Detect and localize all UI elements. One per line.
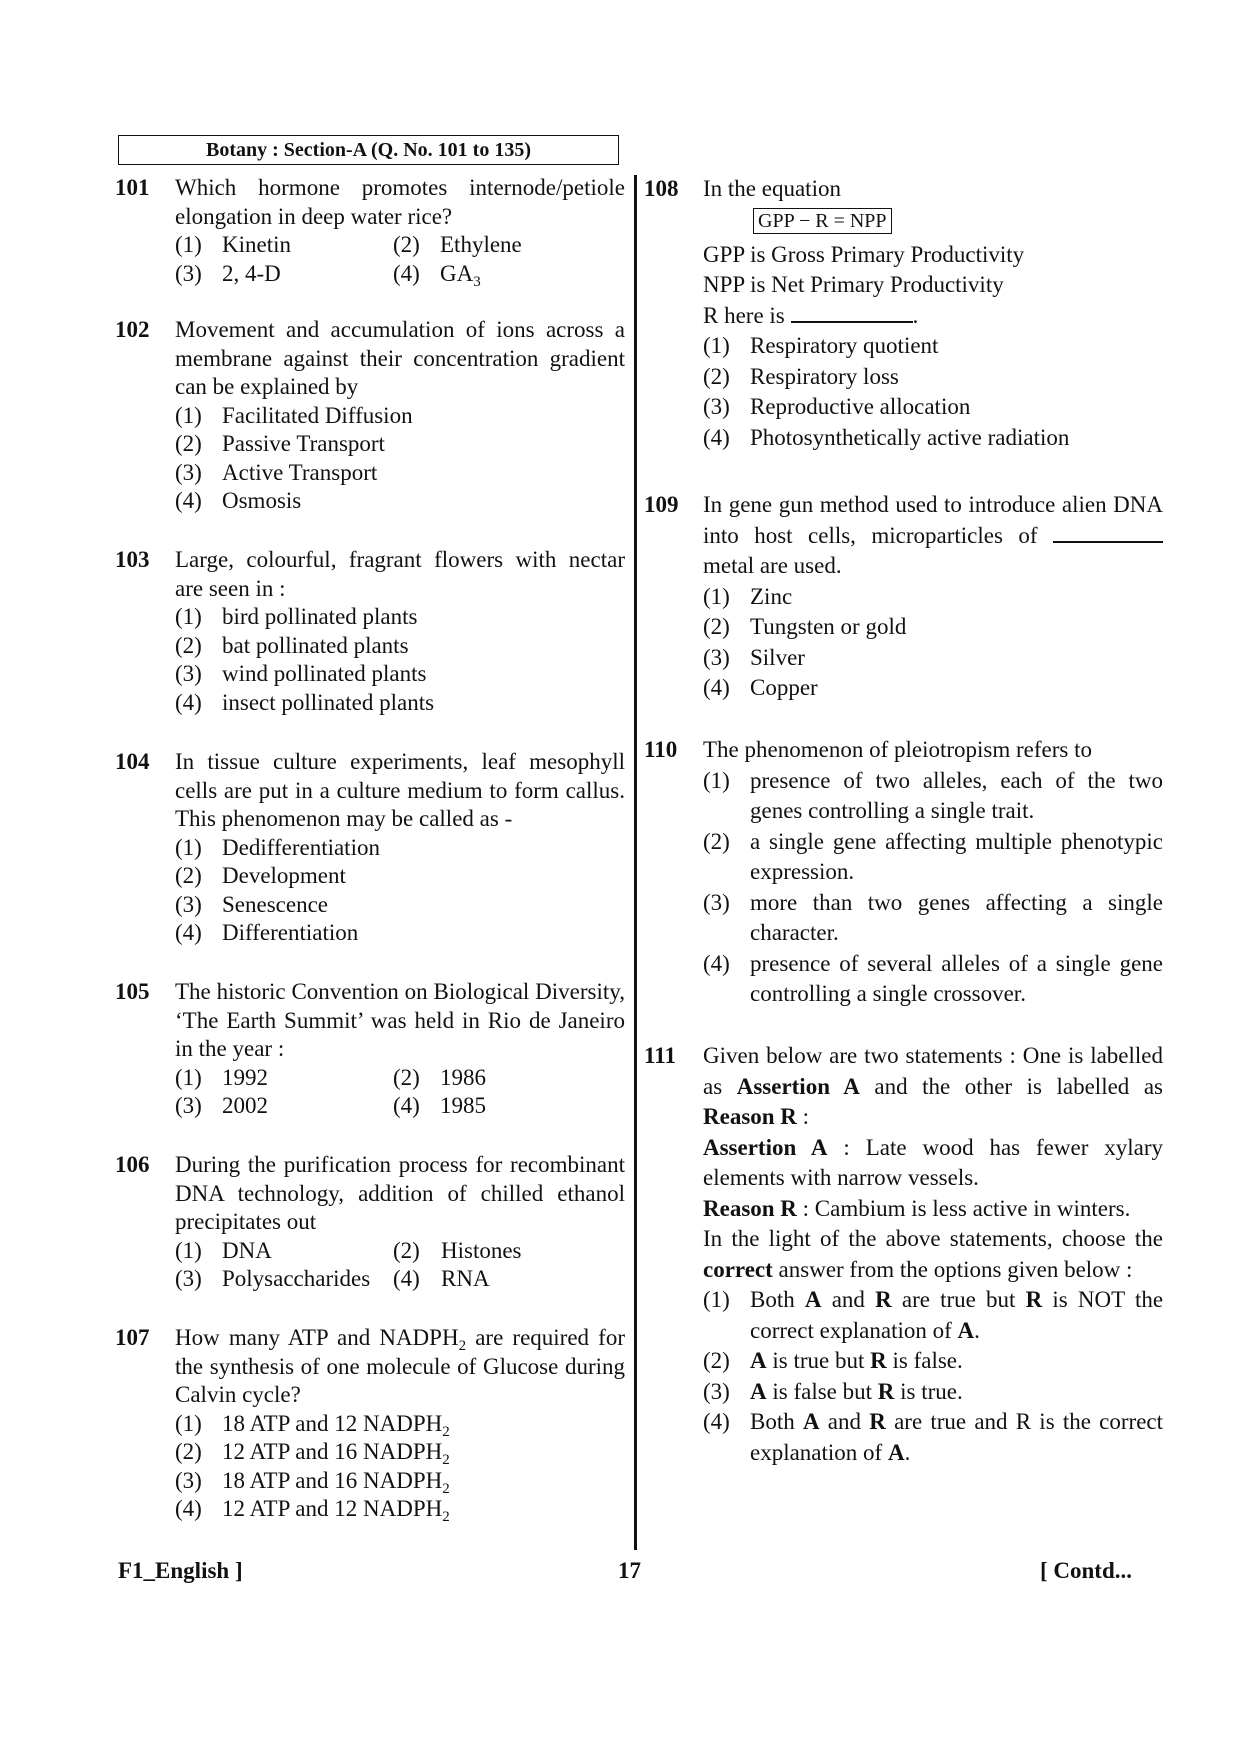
option-4: (4) Both A and R are true and R is the correct explanation of A. [703, 1409, 1164, 1465]
option-4: (4) Differentiation [175, 920, 359, 945]
section-header: Botany : Section-A (Q. No. 101 to 135) [118, 135, 619, 165]
question-text: Large, colourful, fragrant flowers with nectar are seen in : [175, 547, 625, 601]
option-2: (2) 1986 [393, 1064, 486, 1090]
option-2: (2) Tungsten or gold [703, 614, 907, 639]
question-text: Movement and accumulation of ions across a membrane against their concentration gradient can be explained by [175, 317, 625, 399]
assertion-statement: Assertion A : Late wood has fewer xylary elements with narrow vessels. [703, 1134, 1164, 1190]
option-3: (3) Active Transport [175, 459, 378, 485]
reason-statement: Reason R : Cambium is less active in winters. [703, 1195, 1131, 1221]
options-row [175, 1265, 625, 1294]
question-number: 109 [644, 492, 679, 517]
question-number: 111 [644, 1043, 676, 1068]
question-number: 105 [115, 979, 150, 1004]
question-text: In gene gun method used to introduce alien DNA into host cells, microparticles of metal are used. [703, 492, 1163, 578]
option-1: (1) presence of two alleles, each of the two genes controlling a single trait. [703, 767, 1163, 823]
question-number: 107 [115, 1325, 150, 1350]
definition-npp: NPP is Net Primary Productivity [703, 272, 1004, 297]
option-2: (2) A is true but R is false. [703, 1348, 963, 1373]
answer-blank [1053, 541, 1163, 543]
question-number: 106 [115, 1152, 150, 1177]
option-2: (2) Ethylene [393, 232, 522, 257]
fill-blank-line: R here is . [703, 302, 919, 328]
option-2: (2) Passive Transport [175, 431, 385, 456]
option-3: (3) Reproductive allocation [703, 394, 971, 419]
question-number: 103 [115, 547, 150, 572]
question-text: How many ATP and $NADPH_2$ are required for the synthesis of one molecule of Glucose during Calvin cycle? [175, 1325, 625, 1407]
option-1: (1) Dedifferentiation [175, 834, 380, 860]
option-4: (4) $GA_3$ [393, 260, 481, 290]
question-intro: Given below are two statements : One is labelled as Assertion A and the other is labelled as Reason R : [703, 1043, 1163, 1129]
options-row [175, 1092, 625, 1121]
option-1: (1) Zinc [703, 583, 793, 609]
option-4: (4) Copper [703, 675, 818, 700]
option-1: (1) Facilitated Diffusion [175, 402, 413, 428]
option-4: (4) insect pollinated plants [175, 689, 435, 715]
option-3: (3) A is false but R is true. [703, 1378, 963, 1404]
footer-code: F1_English ] [118, 1558, 243, 1583]
option-4: (4) 1985 [393, 1093, 486, 1118]
option-3: (3) 2002 [175, 1093, 268, 1118]
option-3: (3) 2, 4-D [175, 260, 281, 286]
option-4: (4) RNA [393, 1266, 490, 1291]
footer-contd: [ Contd... [1040, 1558, 1133, 1583]
options-row [175, 260, 625, 289]
equation-box: GPP − R = NPP [753, 208, 892, 234]
question-number: 102 [115, 317, 150, 342]
question-text: During the purification process for recombinant DNA technology, addition of chilled ethanol precipitates out [175, 1152, 625, 1234]
answer-blank [791, 321, 913, 323]
option-4: (4) presence of several alleles of a single gene controlling a single crossover. [703, 950, 1163, 1006]
option-1: (1) Kinetin [175, 232, 291, 257]
option-1: (1) DNA [175, 1237, 272, 1263]
option-2: (2) Histones [393, 1237, 522, 1263]
option-1: (1) Both A and R are true but R is NOT the correct explanation of A. [703, 1287, 1164, 1343]
option-3: (3) more than two genes affecting a single character. [703, 889, 1163, 945]
question-number: 108 [644, 176, 679, 201]
option-3: (3) wind pollinated plants [175, 661, 427, 686]
option-2: (2) Respiratory loss [703, 363, 899, 389]
question-number: 101 [115, 175, 150, 200]
option-2: (2) 12 ATP and 16 $NADPH_2$ [175, 1439, 450, 1468]
question-number: 110 [644, 737, 678, 762]
question-text: The historic Convention on Biological Diversity, ‘The Earth Summit’ was held in Rio de Janeiro in the year : [175, 979, 625, 1061]
page-number: 17 [618, 1558, 641, 1583]
options-row [175, 1237, 625, 1266]
option-4: (4) Osmosis [175, 488, 302, 513]
option-4: (4) 12 ATP and 12 $NADPH_2$ [175, 1496, 450, 1525]
option-2: (2) bat pollinated plants [175, 632, 409, 658]
instruction: In the light of the above statements, choose the correct answer from the options given below : [703, 1226, 1163, 1282]
option-1: (1) Respiratory quotient [703, 333, 939, 358]
option-1: (1) 1992 [175, 1064, 268, 1090]
option-3: (3) 18 ATP and 16 $NADPH_2$ [175, 1467, 450, 1497]
question-text: The phenomenon of pleiotropism refers to [703, 737, 1092, 762]
column-divider [634, 175, 637, 1550]
options-row [175, 231, 625, 260]
question-text: Which hormone promotes internode/petiole elongation in deep water rice? [175, 175, 625, 229]
definition-gpp: GPP is Gross Primary Productivity [703, 241, 1025, 267]
option-3: (3) Senescence [175, 891, 328, 917]
option-2: (2) Development [175, 863, 346, 888]
option-4: (4) Photosynthetically active radiation [703, 424, 1070, 450]
question-text: In tissue culture experiments, leaf mesophyll cells are put in a culture medium to form callus. This phenomenon may be called as - [175, 749, 625, 831]
question-text: In the equation [703, 176, 841, 201]
option-2: (2) a single gene affecting multiple phenotypic expression. [703, 828, 1163, 884]
option-3: (3) Polysaccharides [175, 1266, 371, 1291]
question-number: 104 [115, 749, 150, 774]
option-1: (1) bird pollinated plants [175, 604, 418, 629]
option-1: (1) 18 ATP and 12 $NADPH_2$ [175, 1410, 450, 1440]
options-row [175, 1064, 625, 1093]
option-3: (3) Silver [703, 644, 805, 670]
